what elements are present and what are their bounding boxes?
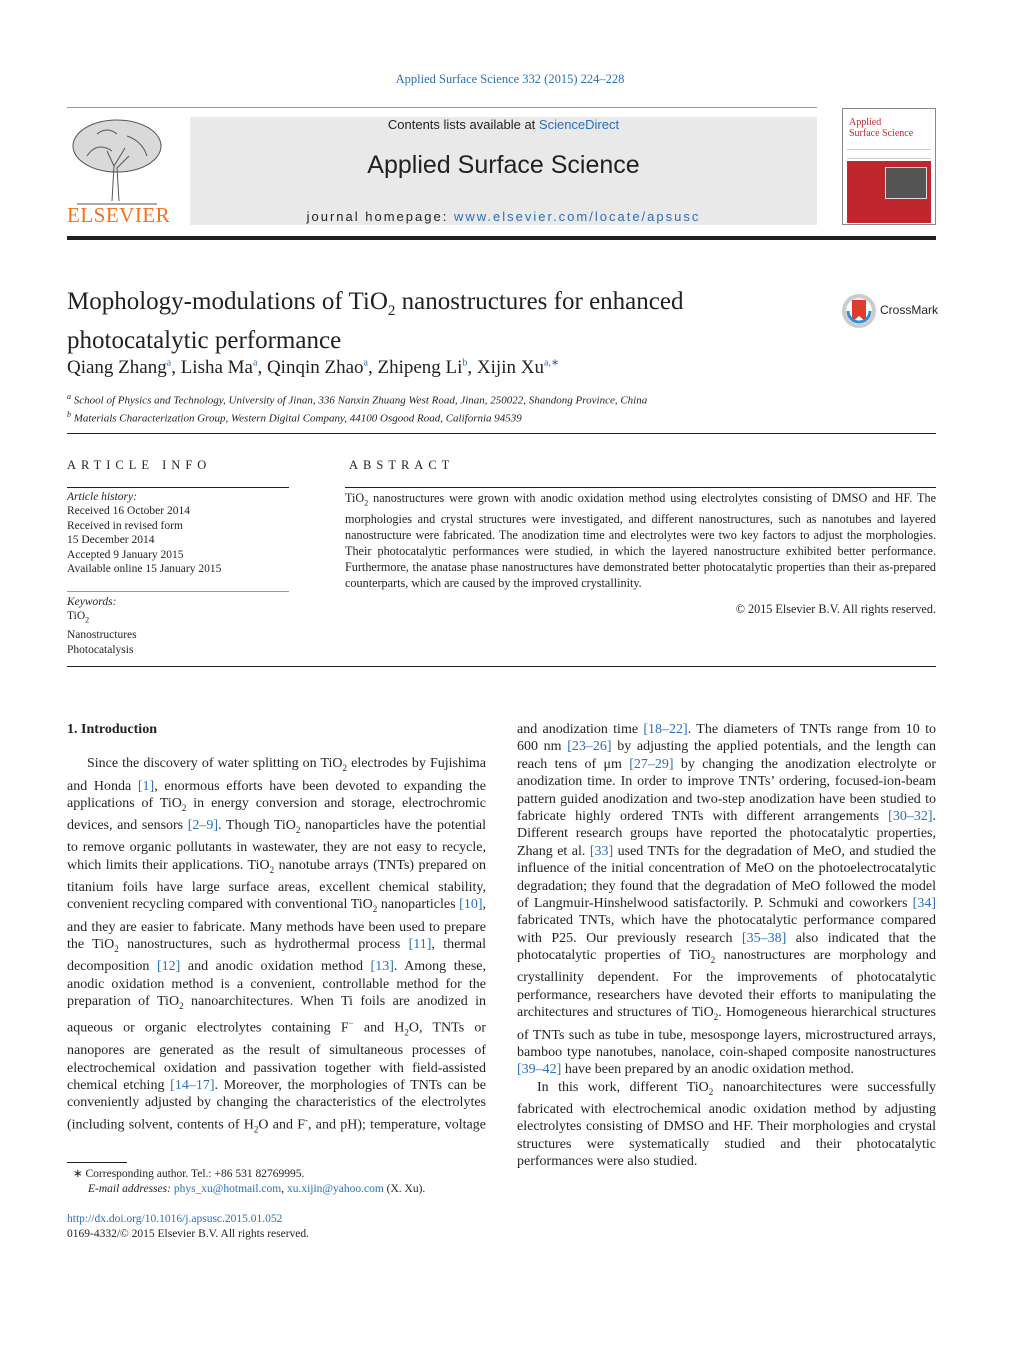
text-run: . Homogeneous hierarchical structures of TNTs such as tube in tube, mesosponge layers, microstructured arrays, bamboo type nanotubes, nanolace, coin-shaped composite nanostructures <box>517 1005 936 1060</box>
author-list: Qiang Zhang$^a$, Lisha Ma$^a$, Qinqin Zhao$^a$, Zhipeng Li$^b$, Xijin $Xu^{a,∗}$ <box>67 357 560 378</box>
affiliation-b <box>67 408 647 426</box>
citation-link[interactable]: [18–22] <box>643 722 688 737</box>
affiliation-marker: a <box>67 392 71 401</box>
cover-title-line-1: Applied <box>849 117 882 128</box>
subscript: 2 <box>181 802 187 813</box>
body-paragraph <box>517 1079 936 1171</box>
author-name[interactable]: Zhipeng Li <box>377 357 463 378</box>
homepage-line <box>190 209 817 224</box>
author-affiliation-marker[interactable]: a,∗ <box>543 357 560 369</box>
history-item: 15 December 2014 <box>67 534 155 547</box>
text-run: nanostructures, such as hydrothermal process <box>118 937 409 953</box>
text-run: also indicated that the photocatalytic properties of TiO <box>517 930 936 964</box>
article-history <box>67 490 221 576</box>
text-run: . Among these, anodic oxidation method is a convenient, controllable method for the preparation of TiO <box>67 959 486 1010</box>
article-info-heading: ARTICLE INFO <box>67 458 212 472</box>
citation-link[interactable]: [14–17] <box>170 1077 215 1093</box>
text-run: nanoparticles <box>377 897 460 913</box>
subscript: 2 <box>713 1012 719 1023</box>
abstract-copyright: © 2015 Elsevier B.V. All rights reserved. <box>735 602 936 616</box>
affiliation-text: Materials Characterization Group, Western Digital Company, 44100 Osgood Road, California 94539 <box>73 412 522 425</box>
author-name[interactable]: Xijin Xu <box>476 357 544 378</box>
text-run: have been prepared by an anodic oxidation method. <box>561 1062 855 1078</box>
text-run: by adjusting the applied potentials, and the length can reach tens of μm <box>517 739 936 772</box>
text-run: used TNTs for the degradation of MeO, and studied the influence of the initial concentration of MeO on the photoelectrocatalytic degradation; they found that the degradation of MeO followed the model of Langmuir-Hinshelwood satisfactorily. P. Schmuki and coworkers <box>517 843 936 912</box>
keyword-item: Nanostructures <box>67 629 137 642</box>
text-run: nanoarchitectures were successfully fabricated with electrochemical anodic oxidation method by adjusting electrolytes consisting of DMSO and HF. Their morphologies and crystal structures were systematically studied and their photocatalytic performances were also studied. <box>517 1079 936 1170</box>
email-separator: , <box>281 1182 287 1195</box>
text-run: nanoarchitectures. When Ti foils are anodized in aqueous or organic electrolytes containing F <box>67 994 486 1036</box>
author-affiliation-marker[interactable]: a <box>363 357 368 369</box>
body-column-right <box>517 721 936 1171</box>
affiliations <box>67 390 647 425</box>
subscript: 2 <box>253 1124 259 1135</box>
email-link[interactable]: xu.xijin@yahoo.com <box>286 1182 384 1195</box>
keywords-rule <box>67 591 289 592</box>
doi-link[interactable]: http://dx.doi.org/10.1016/j.apsusc.2015.01.052 <box>67 1213 283 1225</box>
citation-link[interactable]: [34] <box>912 896 936 912</box>
history-item: Accepted 9 January 2015 <box>67 548 184 561</box>
text-run: electrodes by Fujishima and Honda <box>67 756 486 794</box>
subscript: 2 <box>295 825 301 836</box>
text-run: , and they are easier to fabricate. Many methods have been used to prepare the TiO <box>67 897 486 953</box>
journal-cover-thumbnail <box>842 108 936 225</box>
affiliation-text: School of Physics and Technology, University of Jinan, 336 Nanxin Zhuang West Road, Jinan, 250022, Shandong Province, China <box>73 394 648 407</box>
citation-link[interactable]: [11] <box>408 937 432 953</box>
keywords-label: Keywords: <box>67 596 117 608</box>
introduction-heading: 1. Introduction <box>67 722 157 737</box>
author-name[interactable]: Qinqin Zhao <box>266 357 364 378</box>
text-run: , thermal decomposition <box>67 937 486 975</box>
abstract-subscript: 2 <box>364 498 369 508</box>
citation-link[interactable]: [23–26] <box>567 739 612 755</box>
title-part-1: Mophology-modulations of TiO <box>67 288 388 315</box>
author-affiliation-marker[interactable]: a <box>252 357 258 369</box>
abstract-part: nanostructures were grown with anodic oxidation method using electrolytes consisting of DMSO and HF. The morphologies and crystal structures were investigated, and different nanostructures, such as nanotubes and layered nanostructure were fabricated. The anodization time and electrolytes were two key factors to adjust the morphologies. Their photocatalytic performances were studied, in which the layered nanostructure exhibited better performance. Furthermore, the anatase phase nanostructures have demonstrated better photocatalytic properties than their as-prepared counterparts, which are caused by the improved crystallinity. <box>345 491 936 591</box>
text-run: nanostructures are morphology and crystallinity dependent. For the improvements of photocatalytic performance, researchers have devoted their efforts to manipulating the architectures and structures of TiO <box>517 948 936 1021</box>
text-run: . Moreover, the morphologies of TNTs can be conveniently adjusted by changing the characteristics of the electrolytes (including solvent, contents of H <box>67 1077 486 1133</box>
text-run: and anodization time <box>517 722 644 737</box>
keyword-item: Photocatalysis <box>67 643 134 656</box>
subscript: 2 <box>708 1086 714 1097</box>
text-run: . Though TiO <box>218 818 296 834</box>
footnote <box>67 1167 425 1196</box>
author-affiliation-marker[interactable]: b <box>462 357 468 369</box>
journal-reference-link[interactable]: Applied Surface Science 332 (2015) 224–228 <box>395 72 625 86</box>
affiliation-a <box>67 390 647 408</box>
superscript: − <box>348 1018 354 1029</box>
body-column-left <box>67 721 486 1139</box>
text-run: fabricated TNTs, which have the photocatalytic performance compared with P25. Our previously research <box>517 913 936 946</box>
subscript: 2 <box>404 1027 409 1038</box>
author-affiliation-marker[interactable]: a <box>166 357 172 369</box>
body-paragraph <box>67 755 486 1138</box>
email-label: E-mail addresses: <box>88 1182 174 1195</box>
history-item: Received in revised form <box>67 519 183 532</box>
contents-line <box>190 117 817 132</box>
elsevier-tree-icon <box>67 116 167 206</box>
subscript: 2 <box>269 864 275 875</box>
citation-link[interactable]: [30–32] <box>888 809 933 825</box>
text-run: in energy conversion and storage, electrochromic devices, and sensors <box>67 796 486 834</box>
doi-block <box>67 1212 309 1241</box>
body-top-rule <box>67 666 936 667</box>
cover-title-line-2: Surface Science <box>849 128 914 139</box>
title-subscript: 2 <box>387 303 396 319</box>
email-link[interactable]: phys_xu@hotmail.com <box>173 1182 282 1195</box>
crossmark-label: CrossMark <box>880 303 939 317</box>
sciencedirect-link[interactable]: ScienceDirect <box>538 117 620 132</box>
homepage-prefix: journal homepage: <box>306 209 454 224</box>
abstract-rule <box>345 487 936 488</box>
header-top-rule <box>67 107 817 108</box>
affiliation-marker: b <box>67 409 71 419</box>
citation-link[interactable]: [27–29] <box>629 756 674 772</box>
history-label: Article history: <box>67 491 137 503</box>
text-run: by changing the anodization electrolyte or anodization time. In order to improve TNTs’ ordering, focused-ion-beam pattern guided anodization and two-step anodization have been studied to fabricate highly ordered TNTs with different arrangements <box>517 756 936 825</box>
subscript: 2 <box>342 763 348 774</box>
citation-link[interactable]: [12] <box>157 959 181 975</box>
contents-prefix: Contents lists available at <box>387 117 539 132</box>
crossmark-badge[interactable] <box>840 292 940 330</box>
citation-link[interactable]: [1] <box>137 778 155 794</box>
text-run: and anodic oxidation method <box>180 959 371 975</box>
elsevier-logo <box>67 116 171 228</box>
header-thick-rule <box>67 236 936 240</box>
text-run: , enormous efforts have been devoted to expanding the applications of TiO <box>67 778 486 812</box>
text-run: In this work, different TiO <box>537 1079 709 1095</box>
keyword-text: TiO <box>67 610 86 623</box>
subscript: 2 <box>114 943 119 954</box>
subscript: 2 <box>710 955 716 966</box>
footnote-rule <box>67 1162 127 1163</box>
history-item: Received 16 October 2014 <box>67 505 190 518</box>
subscript: 2 <box>179 1000 184 1011</box>
text-run: and H <box>353 1020 405 1036</box>
author-name[interactable]: Lisha Ma <box>180 357 253 378</box>
text-run: nanotube arrays (TNTs) prepared on titanium foils have large surface areas, excellent chemical stability, convenient recycling compared with conventional TiO <box>67 857 486 913</box>
abstract-text <box>345 490 936 591</box>
journal-title: Applied Surface Science <box>367 151 640 179</box>
text-run: Since the discovery of water splitting on TiO <box>87 756 343 772</box>
keywords <box>67 595 137 657</box>
issn-line: 0169-4332/© 2015 Elsevier B.V. All rights reserved. <box>67 1227 310 1240</box>
text-run: nanoparticles have the potential to remove organic pollutants in wastewater, they are not easy to recycle, which limits their applications. TiO <box>67 818 486 873</box>
text-run: . The diameters of TNTs range from 10 to 600 nm <box>517 722 936 755</box>
keyword-subscript: 2 <box>85 615 90 625</box>
abstract-part: TiO <box>345 491 365 505</box>
article-info-rule <box>67 487 289 488</box>
citation-link[interactable]: [10] <box>459 897 483 913</box>
article-title <box>67 287 807 355</box>
abstract-heading: ABSTRACT <box>349 458 455 472</box>
journal-banner <box>190 117 817 225</box>
text-run: , and pH); temperature, voltage <box>308 1117 486 1133</box>
citation-link[interactable]: [39–42] <box>517 1062 562 1078</box>
elsevier-wordmark: ELSEVIER <box>67 203 171 227</box>
text-run: . Different research groups have reported the photocatalytic properties, Zhang et al. <box>517 809 936 859</box>
history-item: Available online 15 January 2015 <box>67 563 222 576</box>
body-paragraph <box>517 721 936 1079</box>
email-line <box>67 1182 425 1197</box>
citation-link[interactable]: [35–38] <box>741 930 787 946</box>
title-part-2: nanostructures for enhanced <box>395 288 684 315</box>
cover-red-panel <box>847 161 931 223</box>
homepage-link[interactable]: www.elsevier.com/locate/apsusc <box>453 209 701 224</box>
email-suffix: (X. Xu). <box>383 1182 426 1195</box>
title-part-3: photocatalytic performance <box>67 327 342 354</box>
corresponding-author: ∗ Corresponding author. Tel.: +86 531 82769995. <box>73 1168 305 1180</box>
citation-link[interactable]: [33] <box>589 843 614 859</box>
citation-link[interactable]: [2–9] <box>187 818 219 834</box>
text-run: O, TNTs or nanopores are generated as the result of simultaneous processes of electrochemical oxidation and passivation together with field-assisted chemical etching <box>67 1020 486 1093</box>
citation-link[interactable]: [13] <box>370 959 394 975</box>
author-name[interactable]: Qiang Zhang <box>67 357 167 378</box>
superscript: - <box>305 1114 309 1125</box>
subscript: 2 <box>372 904 378 915</box>
keyword-item <box>67 609 137 628</box>
text-run: O and F <box>258 1117 306 1133</box>
section-rule <box>67 433 936 434</box>
crossmark-icon <box>840 292 878 330</box>
